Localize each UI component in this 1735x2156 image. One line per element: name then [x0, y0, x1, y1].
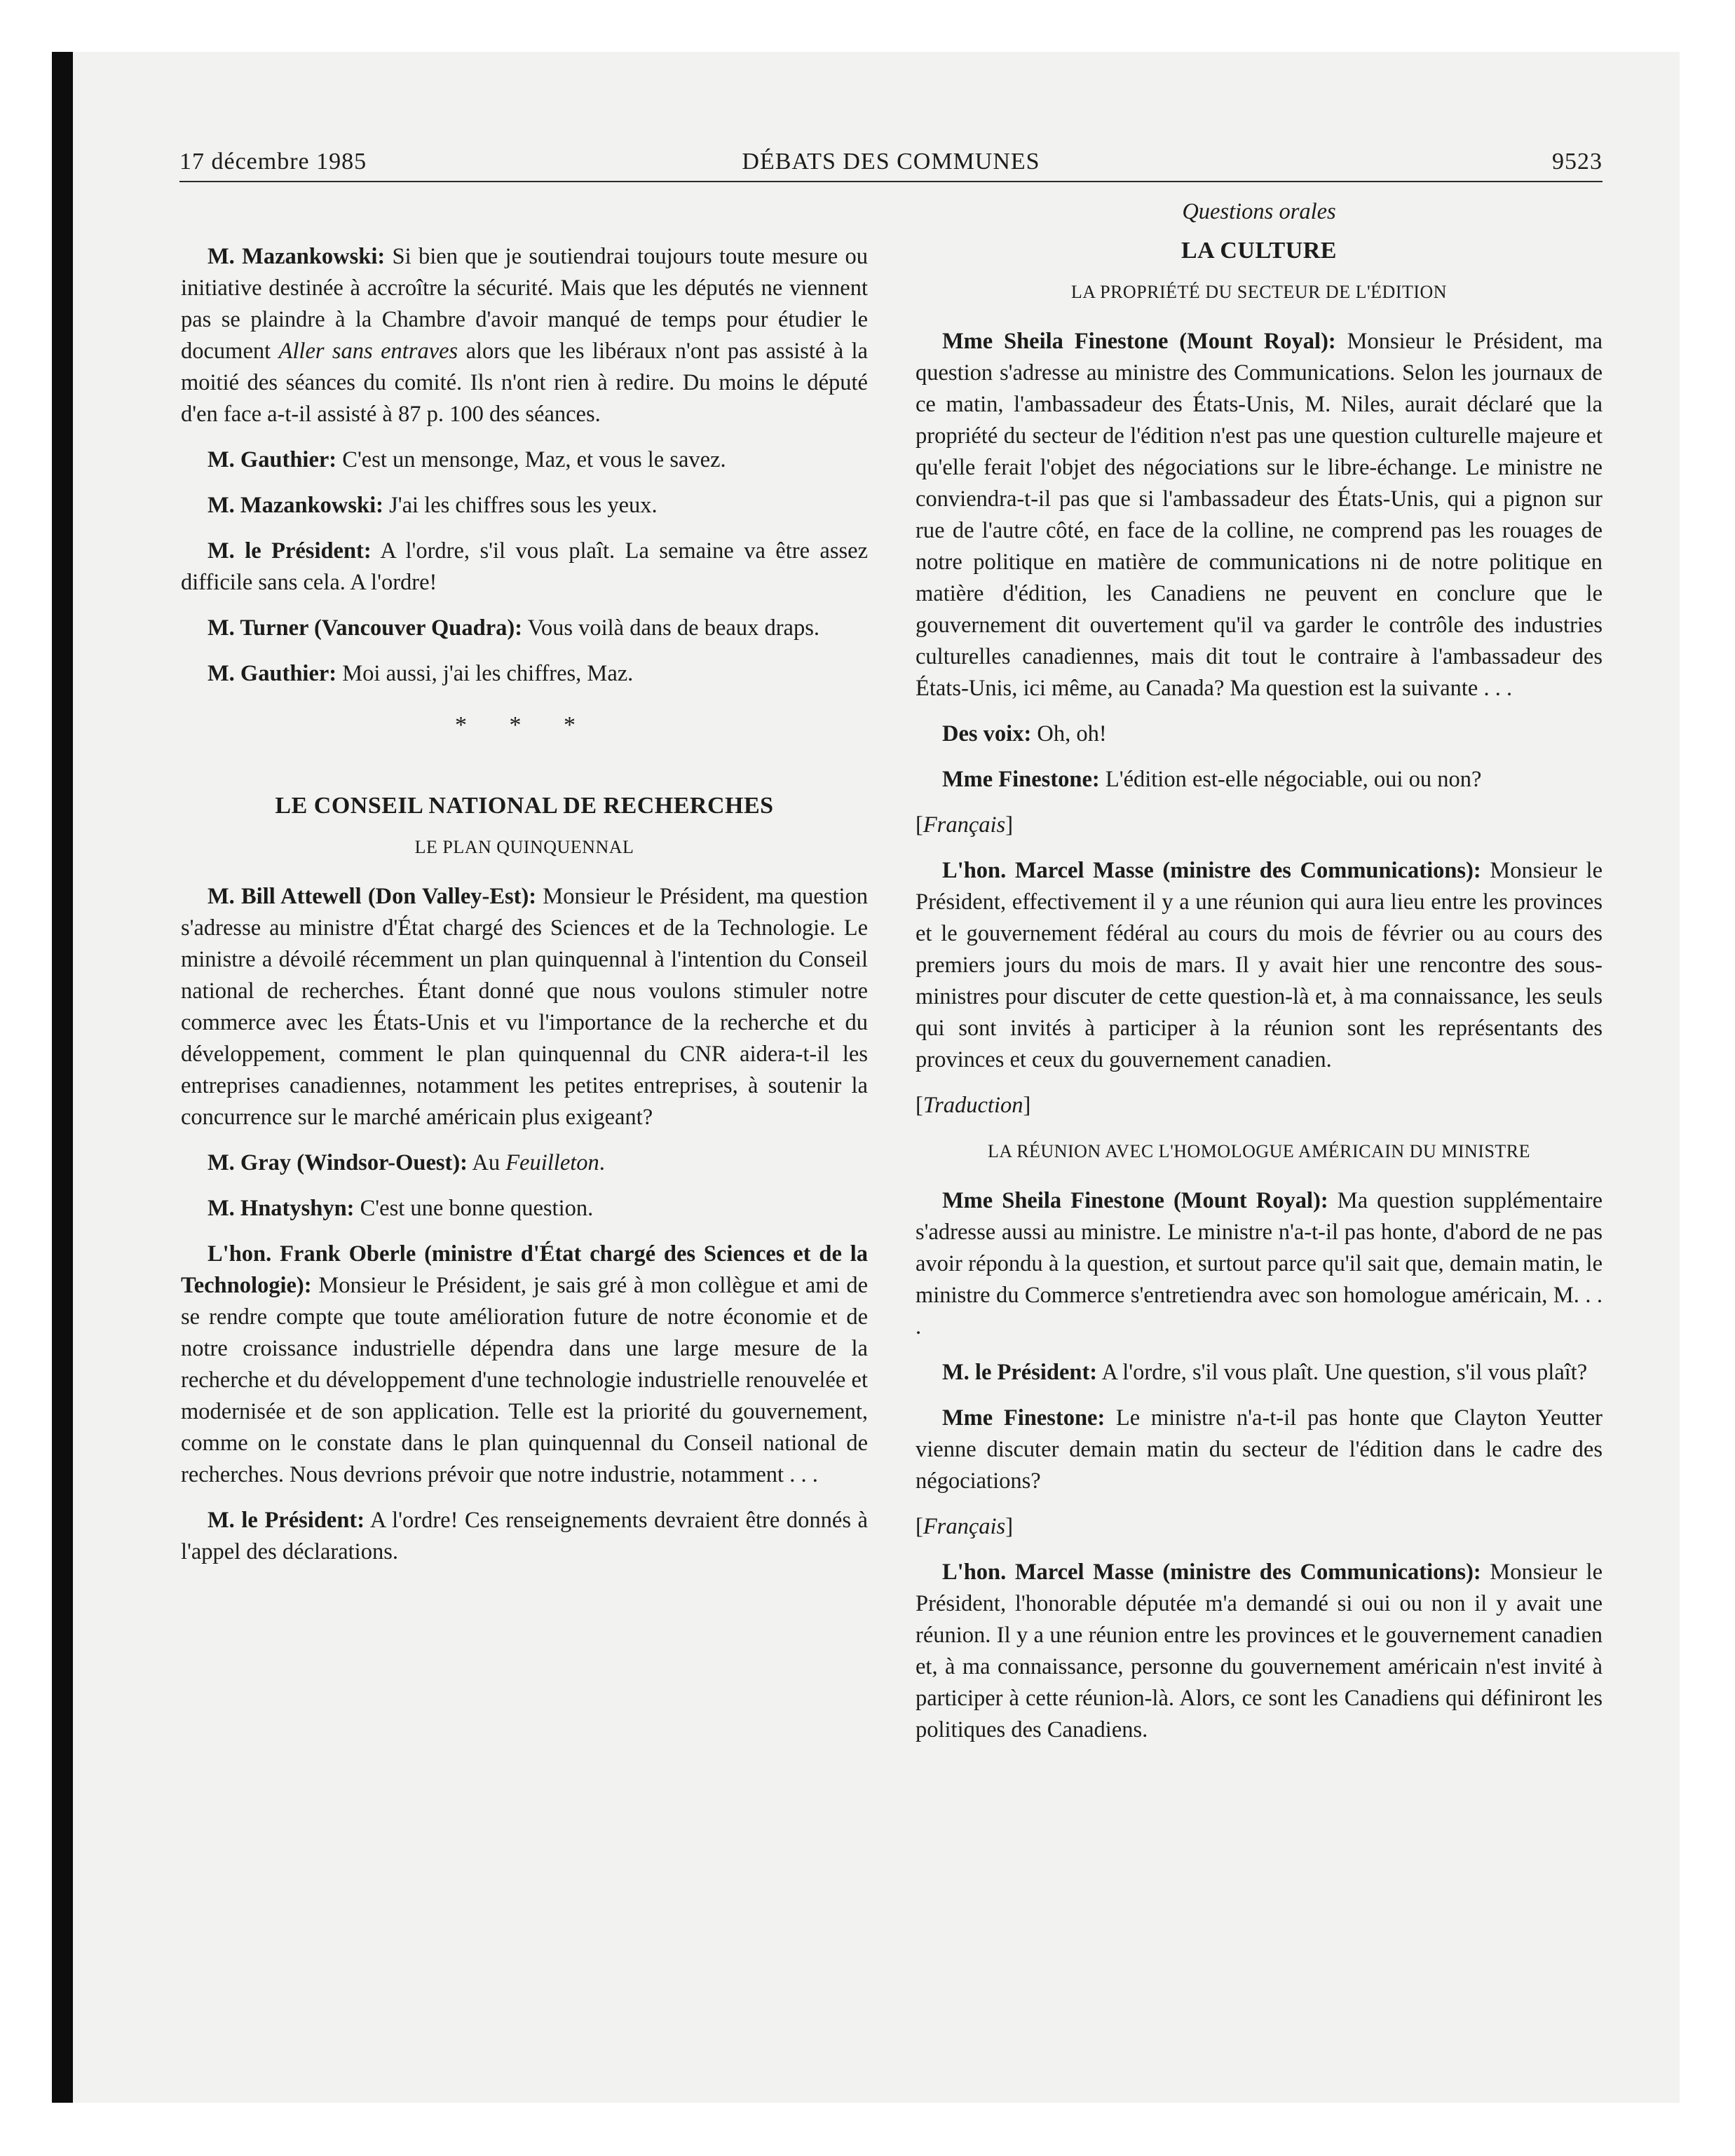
- column-header: Questions orales: [1182, 199, 1336, 224]
- speaker: Mme Finestone:: [942, 1405, 1105, 1431]
- language-label: [Traduction]: [916, 1093, 1031, 1118]
- speaker: M. Bill Attewell (Don Valley-Est):: [207, 884, 537, 909]
- paragraph: Mme Finestone: Le ministre n'a-t-il pas honte que Clayton Yeutter vienne discuter demain matin du secteur de l'édition dans le cadre des négociations?: [916, 1405, 1603, 1494]
- speaker: M. Gauthier:: [207, 447, 337, 472]
- speaker: Mme Sheila Finestone (Mount Royal):: [942, 329, 1336, 354]
- speaker: M. Hnatyshyn:: [207, 1196, 355, 1221]
- section-subheading: LE PLAN QUINQUENNAL: [414, 837, 634, 857]
- paragraph: M. le Président: A l'ordre, s'il vous plaît. Une question, s'il vous plaît?: [942, 1360, 1588, 1385]
- section-subheading: LA PROPRIÉTÉ DU SECTEUR DE L'ÉDITION: [1070, 282, 1448, 302]
- speaker: M. Gauthier:: [207, 661, 337, 686]
- left-column: [181, 196, 868, 1582]
- paragraph: M. le Président: A l'ordre, s'il vous plaît. La semaine va être assez difficile sans cela. A l'ordre!: [181, 538, 868, 595]
- speaker: L'hon. Marcel Masse (ministre des Communications):: [942, 1560, 1481, 1585]
- speaker: M. le Président:: [207, 538, 372, 564]
- paragraph: M. le Président: A l'ordre! Ces renseignements devraient être donnés à l'appel des déclarations.: [181, 1508, 868, 1564]
- paragraph: Des voix: Oh, oh!: [942, 721, 1107, 746]
- header-title: DÉBATS DES COMMUNES: [742, 149, 1040, 175]
- speaker: Mme Sheila Finestone (Mount Royal):: [942, 1188, 1328, 1213]
- paragraph: L'hon. Marcel Masse (ministre des Communications): Monsieur le Président, l'honorable députée m'a demandé si oui ou non il y avait une réunion. Il y a une réunion entre les provinces et le gouvernement canadien et, à ma connaissance, personne du gouvernement américain n'est invité à participer à cette réunion-là. Alors, ce sont les Canadiens qui définiront les politiques des Canadiens.: [916, 1560, 1603, 1742]
- speaker: M. Turner (Vancouver Quadra):: [207, 615, 523, 641]
- section-heading: LE CONSEIL NATIONAL DE RECHERCHES: [275, 793, 774, 819]
- speaker: M. Mazankowski:: [207, 244, 386, 269]
- speaker: L'hon. Marcel Masse (ministre des Communications):: [942, 858, 1481, 883]
- paragraph: M. Turner (Vancouver Quadra): Vous voilà dans de beaux draps.: [207, 615, 819, 641]
- speaker: M. le Président:: [942, 1360, 1098, 1385]
- paragraph: M. Hnatyshyn: C'est une bonne question.: [207, 1196, 594, 1221]
- speaker: M. Gray (Windsor-Ouest):: [207, 1150, 468, 1175]
- right-column: [916, 196, 1603, 1760]
- paragraph: M. Gray (Windsor-Ouest): Au Feuilleton.: [207, 1150, 605, 1175]
- speaker: L'hon. Frank Oberle (ministre d'État chargé des Sciences et de la Technologie):: [181, 1241, 868, 1298]
- language-label: [Français]: [916, 1514, 1014, 1539]
- speaker: Mme Finestone:: [942, 767, 1100, 792]
- section-heading: LA CULTURE: [1181, 238, 1337, 264]
- speaker: M. le Président:: [207, 1508, 365, 1533]
- paragraph: M. Gauthier: Moi aussi, j'ai les chiffres, Maz.: [207, 661, 634, 686]
- paragraph: L'hon. Marcel Masse (ministre des Communications): Monsieur le Président, effectivement il y a une réunion qui aura lieu entre les provinces et le gouvernement fédéral au cours du mois de février ou au cours des premiers jours du mois de mars. Il y avait hier une rencontre des sous-ministres pour discuter de cette question-là et, à ma connaissance, les seuls qui sont invités à participer à la réunion sont les représentants des provinces et ceux du gouvernement canadien.: [916, 858, 1603, 1072]
- paragraph: M. Gauthier: C'est un mensonge, Maz, et vous le savez.: [207, 447, 726, 472]
- paragraph: M. Mazankowski: J'ai les chiffres sous les yeux.: [207, 493, 658, 518]
- paragraph: M. Mazankowski: Si bien que je soutiendrai toujours toute mesure ou initiative destinée à accroître la sécurité. Mais que les députés ne viennent pas se plaindre à la Chambre d'avoir manqué de temps pour étudier le document Aller sans entraves alors que les libéraux n'ont pas assisté à la moitié des séances du comité. Ils n'ont rien à redire. Du moins le député d'en face a-t-il assisté à 87 p. 100 des séances.: [181, 244, 868, 427]
- language-label: [Français]: [916, 812, 1014, 838]
- paragraph: L'hon. Frank Oberle (ministre d'État chargé des Sciences et de la Technologie): Monsieur le Président, je sais gré à mon collègue et ami de se rendre compte que toute amélioration future de notre économie et de notre croissance industrielle dépendra dans une large mesure de la recherche et du développement d'une technologie industrielle renouvelée et modernisée et de son application. Telle est la priorité du gouvernement, comme on le constate dans le plan quinquennal du Conseil national de recherches. Nous devrions prévoir que notre industrie, notamment . . .: [181, 1241, 868, 1487]
- paragraph: Mme Finestone: L'édition est-elle négociable, oui ou non?: [942, 767, 1482, 792]
- speaker: M. Mazankowski:: [207, 493, 383, 518]
- paragraph: M. Bill Attewell (Don Valley-Est): Monsieur le Président, ma question s'adresse au ministre d'État chargé des Sciences et de la Technologie. Le ministre a dévoilé récemment un plan quinquennal à l'intention du Conseil national de recherches. Étant donné que nous voulons stimuler notre commerce avec les États-Unis et vu l'importance de la recherche et du développement, comment le plan quinquennal du CNR aidera-t-il les entreprises canadiennes, notamment les petites entreprises, à soutenir la concurrence sur le marché américain plus exigeant?: [181, 884, 868, 1130]
- page-number: 9523: [1552, 149, 1603, 175]
- page-header: [179, 146, 1603, 182]
- section-subheading: LA RÉUNION AVEC L'HOMOLOGUE AMÉRICAIN DU MINISTRE: [987, 1141, 1531, 1161]
- paragraph: Mme Sheila Finestone (Mount Royal): Monsieur le Président, ma question s'adresse au ministre des Communications. Selon les journaux de ce matin, l'ambassadeur des États-Unis, M. Niles, aurait déclaré que la propriété du secteur de l'édition n'est pas une question culturelle majeure et qu'elle ferait l'objet des négociations sur le libre-échange. Le ministre ne conviendra-t-il pas que si l'ambassadeur des États-Unis, qui a pignon sur rue de l'autre côté, en face de la colline, ne comprend pas les rouages de notre politique en matière de communications ni de notre politique en matière d'édition, les Canadiens ne peuvent en conclure que le gouvernement dit ouvertement qu'il va garder le contrôle des industries culturelles canadiennes, mais dit tout le contraire à l'ambassadeur des États-Unis, ici même, au Canada? Ma question est la suivante . . .: [916, 329, 1603, 701]
- section-separator: * * *: [455, 712, 594, 738]
- header-date: 17 décembre 1985: [179, 149, 367, 175]
- speaker: Des voix:: [942, 721, 1032, 746]
- paragraph: Mme Sheila Finestone (Mount Royal): Ma question supplémentaire s'adresse aussi au ministre. Le ministre n'a-t-il pas honte, d'abord de ne pas avoir répondu à la question, et surtout parce qu'il sait que, demain matin, le ministre du Commerce s'entretiendra avec son homologue américain, M. . . .: [916, 1188, 1603, 1339]
- scan-border: [52, 52, 73, 2103]
